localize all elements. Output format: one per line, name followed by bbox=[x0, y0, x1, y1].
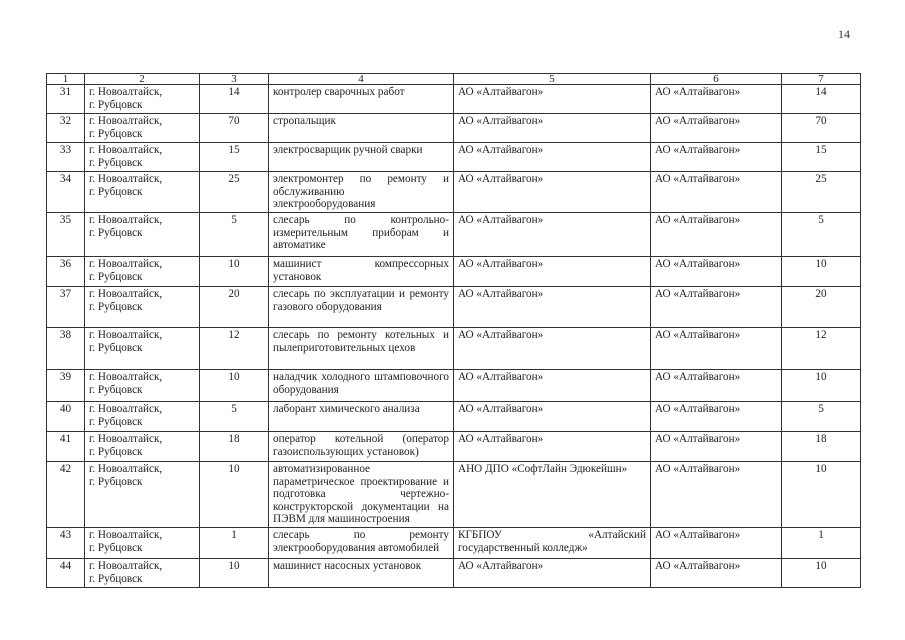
training-organization-cell: АО «Алтайвагон» bbox=[454, 432, 651, 462]
location-cell: г. Новоалтайск, г. Рубцовск bbox=[85, 402, 200, 432]
table-header-row bbox=[47, 74, 861, 85]
profession-cell: слесарь по ремонту котельных и пылеприготовительных цехов bbox=[269, 328, 454, 370]
table-row bbox=[47, 172, 861, 213]
row-number: 33 bbox=[47, 143, 85, 172]
header-cell: 5 bbox=[454, 74, 651, 85]
row-number: 43 bbox=[47, 528, 85, 559]
employer-cell: АО «Алтайвагон» bbox=[651, 462, 782, 528]
table-row bbox=[47, 114, 861, 143]
table-row bbox=[47, 328, 861, 370]
total-cell: 18 bbox=[782, 432, 861, 462]
location-cell: г. Новоалтайск, г. Рубцовск bbox=[85, 257, 200, 287]
employer-cell: АО «Алтайвагон» bbox=[651, 328, 782, 370]
row-number: 41 bbox=[47, 432, 85, 462]
profession-cell: наладчик холодного штамповочного оборудования bbox=[269, 370, 454, 402]
profession-cell: лаборант химического анализа bbox=[269, 402, 454, 432]
profession-cell: электросварщик ручной сварки bbox=[269, 143, 454, 172]
total-cell: 10 bbox=[782, 257, 861, 287]
header-cell: 6 bbox=[651, 74, 782, 85]
profession-cell: стропальщик bbox=[269, 114, 454, 143]
location-cell: г. Новоалтайск, г. Рубцовск bbox=[85, 370, 200, 402]
count-cell: 1 bbox=[200, 528, 269, 559]
employer-cell: АО «Алтайвагон» bbox=[651, 370, 782, 402]
header-cell: 4 bbox=[269, 74, 454, 85]
table-row bbox=[47, 462, 861, 528]
training-organization-cell: АО «Алтайвагон» bbox=[454, 559, 651, 588]
total-cell: 10 bbox=[782, 462, 861, 528]
header-cell: 2 bbox=[85, 74, 200, 85]
table-row bbox=[47, 432, 861, 462]
total-cell: 12 bbox=[782, 328, 861, 370]
count-cell: 18 bbox=[200, 432, 269, 462]
location-cell: г. Новоалтайск, г. Рубцовск bbox=[85, 432, 200, 462]
training-organization-cell: АО «Алтайвагон» bbox=[454, 370, 651, 402]
training-organization-cell: АО «Алтайвагон» bbox=[454, 85, 651, 114]
location-cell: г. Новоалтайск, г. Рубцовск bbox=[85, 172, 200, 213]
total-cell: 20 bbox=[782, 287, 861, 328]
employer-cell: АО «Алтайвагон» bbox=[651, 528, 782, 559]
profession-cell: машинист насосных установок bbox=[269, 559, 454, 588]
total-cell: 5 bbox=[782, 213, 861, 257]
total-cell: 15 bbox=[782, 143, 861, 172]
count-cell: 25 bbox=[200, 172, 269, 213]
count-cell: 5 bbox=[200, 213, 269, 257]
table-row bbox=[47, 402, 861, 432]
employer-cell: АО «Алтайвагон» bbox=[651, 172, 782, 213]
training-organization-cell: АО «Алтайвагон» bbox=[454, 143, 651, 172]
total-cell: 70 bbox=[782, 114, 861, 143]
count-cell: 15 bbox=[200, 143, 269, 172]
count-cell: 12 bbox=[200, 328, 269, 370]
employer-cell: АО «Алтайвагон» bbox=[651, 287, 782, 328]
header-cell: 3 bbox=[200, 74, 269, 85]
employer-cell: АО «Алтайвагон» bbox=[651, 559, 782, 588]
training-organization-cell: АО «Алтайвагон» bbox=[454, 114, 651, 143]
row-number: 40 bbox=[47, 402, 85, 432]
count-cell: 70 bbox=[200, 114, 269, 143]
row-number: 31 bbox=[47, 85, 85, 114]
training-organization-cell: АО «Алтайвагон» bbox=[454, 287, 651, 328]
table-row bbox=[47, 528, 861, 559]
location-cell: г. Новоалтайск, г. Рубцовск bbox=[85, 462, 200, 528]
document-table bbox=[46, 73, 861, 588]
profession-cell: слесарь по контрольно-измерительным приборам и автоматике bbox=[269, 213, 454, 257]
employer-cell: АО «Алтайвагон» bbox=[651, 85, 782, 114]
total-cell: 10 bbox=[782, 559, 861, 588]
count-cell: 14 bbox=[200, 85, 269, 114]
row-number: 37 bbox=[47, 287, 85, 328]
row-number: 36 bbox=[47, 257, 85, 287]
training-organization-cell: АО «Алтайвагон» bbox=[454, 402, 651, 432]
table-row bbox=[47, 257, 861, 287]
row-number: 34 bbox=[47, 172, 85, 213]
location-cell: г. Новоалтайск, г. Рубцовск bbox=[85, 559, 200, 588]
location-cell: г. Новоалтайск, г. Рубцовск bbox=[85, 85, 200, 114]
row-number: 42 bbox=[47, 462, 85, 528]
count-cell: 5 bbox=[200, 402, 269, 432]
header-cell: 1 bbox=[47, 74, 85, 85]
total-cell: 5 bbox=[782, 402, 861, 432]
count-cell: 10 bbox=[200, 462, 269, 528]
employer-cell: АО «Алтайвагон» bbox=[651, 402, 782, 432]
table-row bbox=[47, 287, 861, 328]
table-row bbox=[47, 559, 861, 588]
employer-cell: АО «Алтайвагон» bbox=[651, 143, 782, 172]
row-number: 32 bbox=[47, 114, 85, 143]
training-organization-cell: АО «Алтайвагон» bbox=[454, 257, 651, 287]
total-cell: 14 bbox=[782, 85, 861, 114]
employer-cell: АО «Алтайвагон» bbox=[651, 213, 782, 257]
profession-cell: контролер сварочных работ bbox=[269, 85, 454, 114]
total-cell: 1 bbox=[782, 528, 861, 559]
training-organization-cell: АО «Алтайвагон» bbox=[454, 328, 651, 370]
profession-cell: машинист компрессорных установок bbox=[269, 257, 454, 287]
profession-cell: слесарь по ремонту электрооборудования автомобилей bbox=[269, 528, 454, 559]
location-cell: г. Новоалтайск, г. Рубцовск bbox=[85, 328, 200, 370]
location-cell: г. Новоалтайск, г. Рубцовск bbox=[85, 114, 200, 143]
row-number: 35 bbox=[47, 213, 85, 257]
row-number: 44 bbox=[47, 559, 85, 588]
profession-cell: оператор котельной (оператор газоиспользующих установок) bbox=[269, 432, 454, 462]
header-cell: 7 bbox=[782, 74, 861, 85]
employer-cell: АО «Алтайвагон» bbox=[651, 114, 782, 143]
count-cell: 10 bbox=[200, 370, 269, 402]
employer-cell: АО «Алтайвагон» bbox=[651, 432, 782, 462]
table-row bbox=[47, 213, 861, 257]
table-row bbox=[47, 370, 861, 402]
training-organization-cell: АО «Алтайвагон» bbox=[454, 172, 651, 213]
table-row bbox=[47, 143, 861, 172]
training-organization-cell: АНО ДПО «СофтЛайн Эдюкейшн» bbox=[454, 462, 651, 528]
count-cell: 10 bbox=[200, 257, 269, 287]
total-cell: 10 bbox=[782, 370, 861, 402]
table-row bbox=[47, 85, 861, 114]
location-cell: г. Новоалтайск, г. Рубцовск bbox=[85, 287, 200, 328]
location-cell: г. Новоалтайск, г. Рубцовск bbox=[85, 143, 200, 172]
employer-cell: АО «Алтайвагон» bbox=[651, 257, 782, 287]
page-number: 14 bbox=[838, 27, 850, 41]
total-cell: 25 bbox=[782, 172, 861, 213]
count-cell: 20 bbox=[200, 287, 269, 328]
count-cell: 10 bbox=[200, 559, 269, 588]
profession-cell: слесарь по эксплуатации и ремонту газового оборудования bbox=[269, 287, 454, 328]
location-cell: г. Новоалтайск, г. Рубцовск bbox=[85, 528, 200, 559]
training-organization-cell: АО «Алтайвагон» bbox=[454, 213, 651, 257]
training-organization-cell: КГБПОУ «Алтайский государственный колледж» bbox=[454, 528, 651, 559]
profession-cell: электромонтер по ремонту и обслуживанию электрооборудования bbox=[269, 172, 454, 213]
row-number: 38 bbox=[47, 328, 85, 370]
row-number: 39 bbox=[47, 370, 85, 402]
location-cell: г. Новоалтайск, г. Рубцовск bbox=[85, 213, 200, 257]
profession-cell: автоматизированное параметрическое проектирование и подготовка чертежно-конструкторской документации на ПЭВМ для машиностроения bbox=[269, 462, 454, 528]
